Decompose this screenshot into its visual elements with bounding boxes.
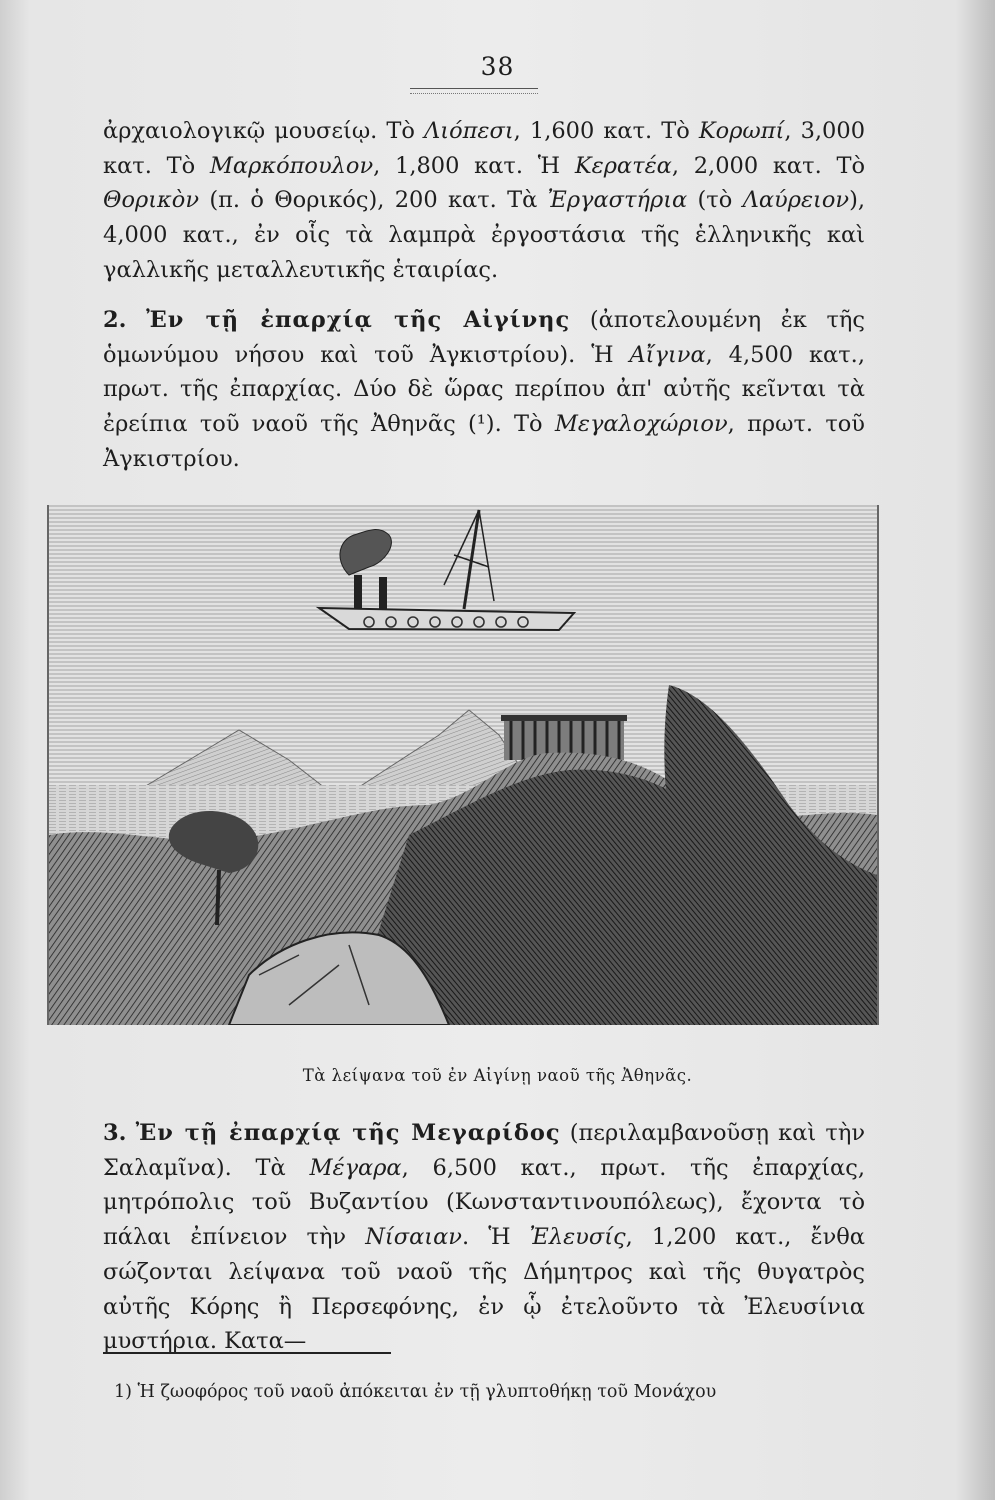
paragraph-attica-towns <box>103 114 865 288</box>
engraving-temple-aegina <box>47 505 879 1025</box>
place-name: Μέγαρα <box>309 1154 402 1181</box>
page-number: 38 <box>480 52 515 81</box>
page-number-rule <box>410 88 538 94</box>
section-number: 3. <box>103 1120 127 1146</box>
text-run: , πρωτ. τοῦ Ἀγκιστρίου. <box>103 411 865 472</box>
place-name: Λιόπεσι <box>424 118 514 144</box>
place-name: Ἐργαστήρια <box>547 187 688 214</box>
text-run: (π. ὁ Θορικός), 200 κατ. Τὰ <box>199 187 548 214</box>
place-name: Κορωπί <box>698 118 785 144</box>
engraving-drawing <box>49 505 877 1025</box>
illustration-caption: Τὰ λείψανα τοῦ ἐν Αἰγίνῃ ναοῦ τῆς Ἀθηνᾶς. <box>302 1066 693 1085</box>
paragraph-aegina <box>103 303 865 477</box>
text-run: ), 4,000 κατ., ἐν οἷς τὰ λαμπρὰ ἐργοστάσια τῆς ἑλληνικῆς καὶ γαλλικῆς μεταλλευτικῆς ἑταιρίας. <box>103 187 866 283</box>
place-name: Θορικὸν <box>103 187 200 214</box>
text-run: (τὸ <box>687 187 743 214</box>
text-run: , 3,000 κατ. Τὸ <box>103 118 866 179</box>
section-heading: Ἐν τῇ ἐπαρχίᾳ τῆς Αἰγίνης <box>146 307 571 333</box>
section-heading: Ἐν τῇ ἐπαρχίᾳ τῆς Μεγαρίδος <box>135 1120 561 1146</box>
text-run: , 1,800 κατ. Ἡ <box>373 152 575 179</box>
text-run: (περιλαμβανοῦσῃ καὶ τὴν Σαλαμῖνα). Τὰ <box>103 1120 865 1181</box>
text-run: , 2,000 κατ. Τὸ <box>671 152 866 179</box>
place-name: Λαύρειον <box>742 187 850 214</box>
place-name: Ἐλευσίς <box>529 1224 626 1251</box>
text-run: , 6,500 κατ., πρωτ. τῆς ἐπαρχίας, μητρόπολις τοῦ Βυζαντίου (Κωνσταντινουπόλεως), ἔχοντα τὸ πάλαι ἐπίνειον τὴν <box>103 1154 865 1251</box>
text-run: . Ἡ <box>461 1224 530 1251</box>
place-name: Αἴγινα <box>629 341 706 368</box>
text-run: , 4,500 κατ., πρωτ. τῆς ἐπαρχίας. Δύο δὲ ὥρας περίπου ἀπ' αὐτῆς κεῖνται τὰ ἐρείπια τοῦ ναοῦ τῆς Ἀθηνᾶς (¹). Τὸ <box>103 341 865 438</box>
place-name: Νίσαιαν <box>365 1224 462 1251</box>
text-run: ἀρχαιολογικῷ μουσείῳ. Τὸ <box>103 118 424 144</box>
footnote: 1) Ἡ ζωοφόρος τοῦ ναοῦ ἀπόκειται ἐν τῇ γλυπτοθήκῃ τοῦ Μονάχου <box>114 1382 717 1402</box>
section-number: 2. <box>103 307 127 333</box>
paragraph-megaris <box>103 1116 865 1359</box>
text-run: , 1,200 κατ., ἔνθα σώζονται λείψανα τοῦ ναοῦ τῆς Δήμητρος καὶ τῆς θυγατρὸς αὐτῆς Κόρης ἢ Περσεφόνης, ἐν ᾧ ἐτελοῦντο τὰ Ἐλευσίνια μυστήρια. Κατα— <box>103 1224 866 1355</box>
place-name: Μεγαλοχώριον <box>554 411 728 438</box>
text-run: , 1,600 κατ. Τὸ <box>513 118 699 144</box>
place-name: Κερατέα <box>574 152 672 179</box>
footnote-divider <box>103 1352 391 1354</box>
text-run: (ἀποτελουμένη ἐκ τῆς ὁμωνύμου νήσου καὶ τοῦ Ἀγκιστρίου). Ἡ <box>103 307 865 368</box>
place-name: Μαρκόπουλον <box>209 152 374 179</box>
